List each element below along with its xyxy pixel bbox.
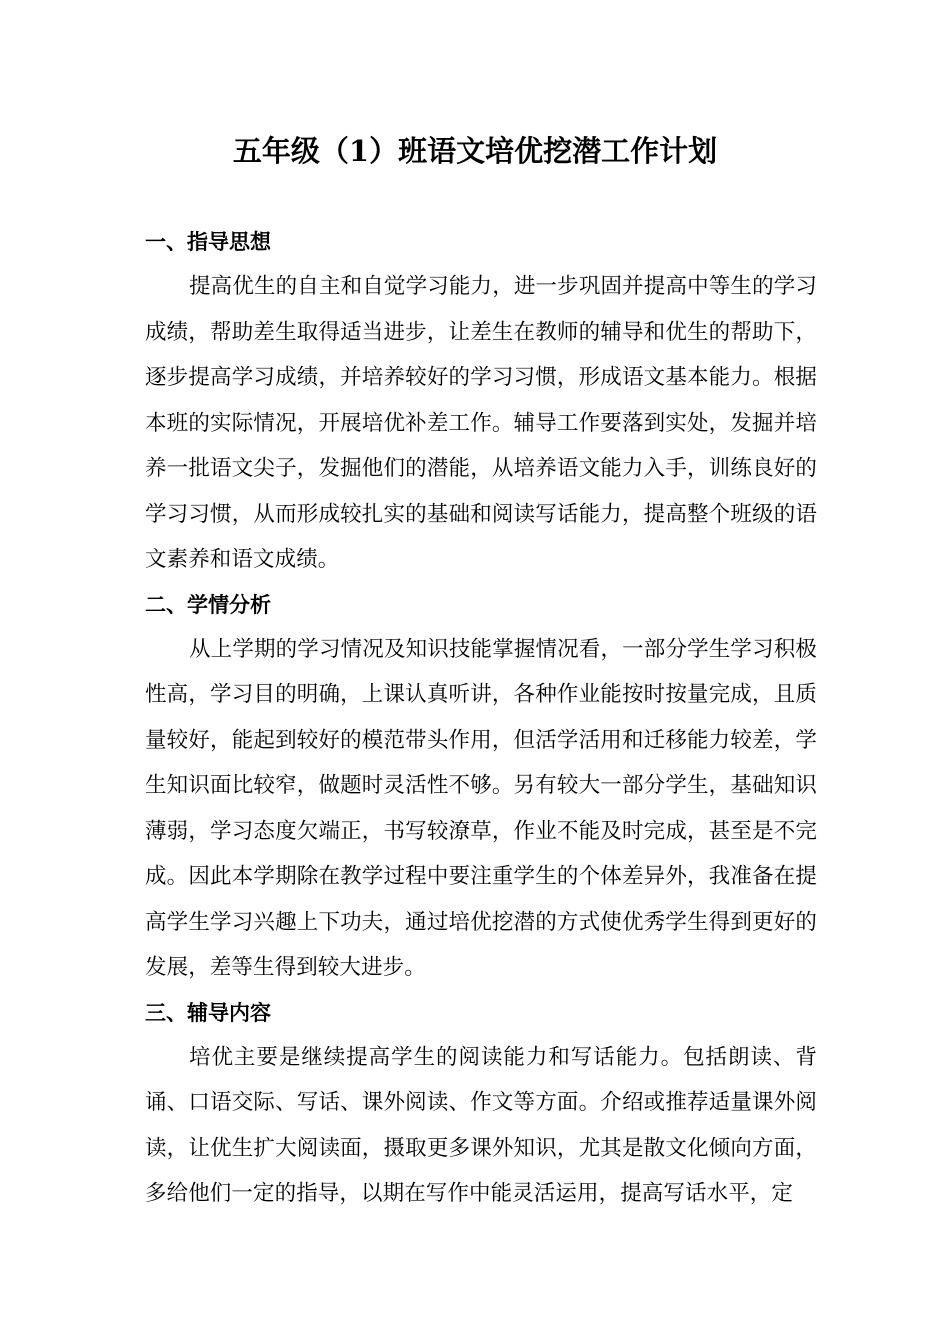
document-body [145, 220, 817, 1217]
section-heading: 二、学情分析 [145, 592, 271, 617]
document-title: 五年级（1）班语文培优挖潜工作计划 [232, 134, 718, 168]
section-paragraph: 提高优生的自主和自觉学习能力，进一步巩固并提高中等生的学习成绩，帮助差生取得适当进步，让差生在教师的辅导和优生的帮助下，逐步提高学习成绩，并培养较好的学习习惯，形成语文基本能力。根据本班的实际情况，开展培优补差工作。辅导工作要落到实处，发掘并培养一批语文尖子，发掘他们的潜能，从培养语文能力入手，训练良好的学习习惯，从而形成较扎实的基础和阅读写话能力，提高整个班级的语文素养和语文成绩。 [145, 274, 817, 572]
section-learning-analysis [145, 583, 817, 991]
section-tutoring-content [145, 991, 817, 1217]
section-guiding-thought [145, 220, 817, 583]
section-paragraph: 从上学期的学习情况及知识技能掌握情况看，一部分学生学习积极性高，学习目的明确，上课认真听讲，各种作业能按时按量完成，且质量较好，能起到较好的模范带头作用，但活学活用和迁移能力较差，学生知识面比较窄，做题时灵活性不够。另有较大一部分学生，基础知识薄弱，学习态度欠端正，书写较潦草，作业不能及时完成，甚至是不完成。因此本学期除在教学过程中要注重学生的个体差异外，我准备在提高学生学习兴趣上下功夫，通过培优挖潜的方式使优秀学生得到更好的发展，差等生得到较大进步。 [145, 636, 817, 980]
section-paragraph: 培优主要是继续提高学生的阅读能力和写话能力。包括朗读、背诵、口语交际、写话、课外阅读、作文等方面。介绍或推荐适量课外阅读，让优生扩大阅读面，摄取更多课外知识，尤其是散文化倾向方面，多给他们一定的指导，以期在写作中能灵活运用，提高写话水平，定 [145, 1044, 817, 1206]
section-heading: 一、指导思想 [145, 230, 271, 254]
section-heading: 三、辅导内容 [145, 1000, 271, 1025]
